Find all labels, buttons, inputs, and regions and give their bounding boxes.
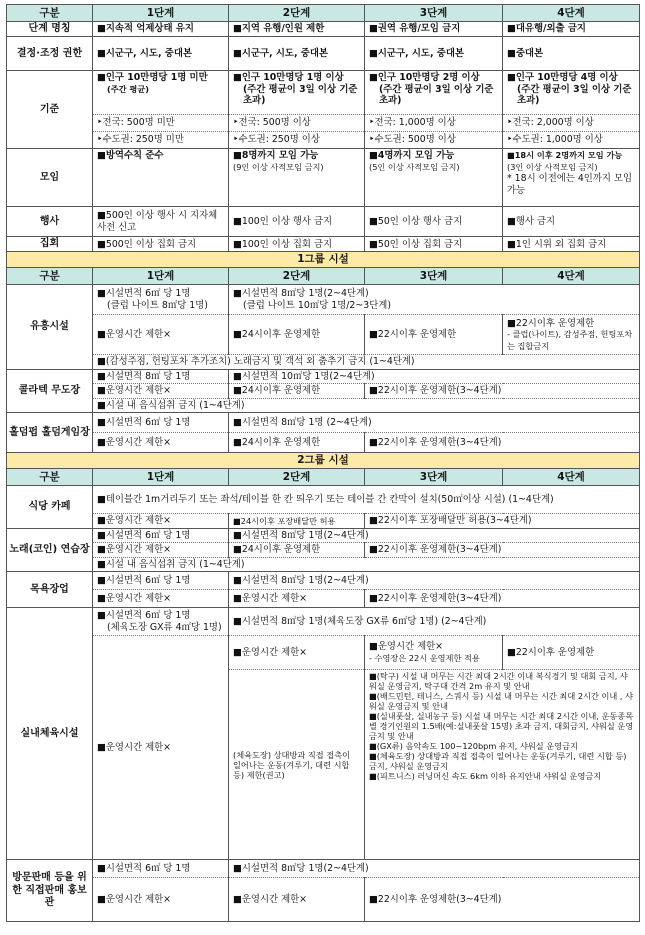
cell: ■100인 이상 집회 금지 [229, 237, 365, 252]
row-authority [7, 37, 640, 71]
cell: ■22시이후 포장배달만 허용(3~4단계) [365, 514, 640, 528]
cell [503, 149, 640, 207]
cell-text: * 18시 이전에는 4인까지 모임 가능 [507, 173, 633, 196]
row-karaoke-food [7, 557, 640, 571]
cell: ■운영시간 제한× [93, 590, 229, 608]
row-rallies [7, 237, 640, 252]
cell: ■100인 이상 행사 금지 [229, 207, 365, 237]
cell: ■22시이후 운영제한(3~4단계) [365, 590, 640, 608]
cell: ■시설면적 6㎡ 당 1명 [93, 413, 229, 433]
cell-text: ■운영시간 제한× [369, 641, 444, 653]
cell [229, 285, 640, 315]
section-group2 [7, 453, 640, 469]
header-stage-3: 3단계 [365, 469, 503, 486]
header-stage-4: 4단계 [503, 469, 640, 486]
cell-text: ■22시이후 운영제한 [507, 317, 595, 329]
cell: ‣수도권: 250명 이상 [229, 132, 365, 149]
gym-rule-tabletennis: ■(탁구) 시설 내 머무는 시간 최대 2시간 이내 복식경기 및 대회 금지, 샤워실 운영금지, 탁구대 간격 2m 유지 및 안내 [369, 671, 628, 692]
row-karaoke-hours [7, 543, 640, 557]
section-title: 2그룹 시설 [7, 453, 640, 469]
row-label: 목욕장업 [7, 572, 93, 608]
cell: ■24시이후 운영제한 [229, 315, 365, 355]
cell: ■운영시간 제한× [93, 315, 229, 355]
cell: ‣수도권: 1,000명 이상 [503, 132, 640, 149]
cell: ■시설면적 6㎡ 당 1명 [93, 860, 229, 878]
cell: ■운영시간 제한× [229, 636, 365, 670]
header-row [7, 268, 640, 285]
row-label: 단계 명칭 [7, 22, 93, 37]
cell: ■24시이후 운영제한 [229, 433, 365, 453]
row-criteria [7, 71, 640, 115]
row-label: 노래(코인) 연습장 [7, 528, 93, 571]
cell [365, 670, 640, 860]
cell: ■방역수칙 준수 [93, 149, 229, 207]
cell: ■중대본 [503, 37, 640, 71]
row-colatec-food [7, 398, 640, 412]
row-label: 방문판매 등을 위한 직접판매 홍보관 [7, 860, 93, 922]
row-label: 유흥시설 [7, 285, 93, 369]
cell: ■시설면적 8㎡당 1명(2~4단계) [229, 528, 640, 542]
cell: ‣수도권: 500명 이상 [365, 132, 503, 149]
row-bath-area [7, 572, 640, 590]
cell [93, 608, 229, 636]
header-stage-2: 2단계 [229, 469, 365, 486]
cell-text: ■인구 10만명당 1명 미만 [97, 72, 208, 84]
row-karaoke-area [7, 528, 640, 542]
row-colatec-hours [7, 384, 640, 398]
cell: ■지속적 억제상태 유지 [93, 22, 229, 37]
cell: ■시군구, 시도, 중대본 [93, 37, 229, 71]
header-stage-1: 1단계 [93, 469, 229, 486]
header-stage-4: 4단계 [503, 268, 640, 285]
row-label: 콜라텍 무도장 [7, 369, 93, 412]
header-category: 구분 [7, 268, 93, 285]
cell [93, 71, 229, 115]
cell [503, 315, 640, 355]
gym-rule-indoor-ball: ■(실내풋살, 실내농구 등) 시설 내 머무는 시간 최대 2시간 이내, 운동종목별 경기인원의 1.5배(예:실내풋살 15명) 초과 금지, 대회금지, 샤워실 운영금지 및 안내 [369, 711, 634, 742]
cell [229, 71, 365, 115]
section-group1 [7, 252, 640, 268]
cell: ■22시이후 운영제한(3~4단계) [365, 543, 640, 557]
cell-text: ■8명까지 모임 가능 [233, 150, 319, 162]
row-gym-area [7, 608, 640, 636]
cell: ■500인 이상 집회 금지 [93, 237, 229, 252]
distancing-stage-table [6, 4, 640, 922]
cell-text: (체육도장 GX류 4㎡당 1명) [107, 621, 222, 633]
cell: ■22시이후 운영제한 [503, 636, 640, 670]
header-stage-2: 2단계 [229, 268, 365, 285]
row-entertainment-extra [7, 355, 640, 369]
gym-rule-racket: ■(배드민턴, 테니스, 스쿼시 등) 시설 내 머무는 시간 최대 2시간 이내 , 샤워실 운영금지 및 안내 [369, 691, 634, 712]
cell: ■22시이후 운영제한(3~4단계) [365, 878, 640, 922]
cell-text: ■시설면적 6㎡ 당 1명 [97, 288, 191, 300]
cell-text: ■인구 10만명당 2명 이상 [369, 72, 480, 84]
row-label: 실내체육시설 [7, 608, 93, 860]
cell: ■시설 내 음식섭취 금지 (1~4단계) [93, 557, 640, 571]
cell: (체육도장) 상대방과 직접 접촉이 일어나는 운동(겨루기, 대련 시합 등) 제한(권고) [229, 670, 365, 860]
section-title: 1그룹 시설 [7, 252, 640, 268]
cell-text: (주간 평균) [107, 83, 149, 94]
cell: ■24시이후 포장배달만 허용 [229, 514, 365, 528]
row-label: 기준 [7, 71, 93, 149]
header-stage-2: 2단계 [229, 5, 365, 22]
cell: ■시군구, 시도, 중대본 [229, 37, 365, 71]
cell: ‣전국: 1,000명 이상 [365, 115, 503, 132]
cell: ■24시이후 운영제한 [229, 384, 365, 398]
cell: ■운영시간 제한× [229, 590, 365, 608]
row-stage-name [7, 22, 640, 37]
cell [365, 149, 503, 207]
cell: ■테이블간 1m거리두기 또는 좌석/테이블 한 칸 띄우기 또는 테이블 간 칸막이 설치(50㎡이상 시설) (1~4단계) [93, 486, 640, 514]
cell [365, 636, 503, 670]
cell-text: ■시설면적 8㎡당 1명(2~4단계) [233, 288, 369, 300]
cell: ■22시이후 운영제한(3~4단계) [365, 384, 640, 398]
cell: ‣수도권: 250명 미만 [93, 132, 229, 149]
cell-text: (주간 평균이 3일 이상 기준 초과) [379, 83, 494, 107]
row-restaurant-hours [7, 514, 640, 528]
row-label: 행사 [7, 207, 93, 237]
cell: ■500인 이상 행사 시 지자체 사전 신고 [93, 207, 229, 237]
cell [93, 285, 229, 315]
header-stage-1: 1단계 [93, 268, 229, 285]
cell: ■지역 유행/인원 제한 [229, 22, 365, 37]
cell: ‣전국: 500명 이상 [229, 115, 365, 132]
row-entertainment-hours [7, 315, 640, 355]
row-bath-hours [7, 590, 640, 608]
row-restaurant-distance [7, 486, 640, 514]
cell: ■시설면적 6㎡ 당 1명 [93, 572, 229, 590]
cell: ■1인 시위 외 집회 금지 [503, 237, 640, 252]
cell-text: ■인구 10만명당 4명 이상 [507, 72, 618, 84]
cell-text: - 클럽(나이트), 감성주점, 헌팅포차는 집합금지 [507, 329, 633, 351]
row-gym-hours [7, 636, 640, 670]
cell: ■시설면적 8㎡당 1명 (2~4단계) [229, 413, 640, 433]
cell: ■운영시간 제한× [93, 433, 229, 453]
cell-text: (9인 이상 사적모임 금지) [233, 161, 324, 172]
row-criteria-capital [7, 132, 640, 149]
header-row [7, 5, 640, 22]
cell: ■시설면적 10㎡당 1명(2~4단계) [229, 369, 640, 383]
row-label: 식당 카페 [7, 486, 93, 528]
cell: ■50인 이상 집회 금지 [365, 237, 503, 252]
cell: ■시설면적 8㎡당 1명(2~4단계) [229, 860, 640, 878]
cell: ■운영시간 제한× [93, 384, 229, 398]
cell: ■시설면적 8㎡당 1명(체육도장 GX류 6㎡당 1명) (2~4단계) [229, 608, 640, 636]
cell: ■권역 유행/모임 금지 [365, 22, 503, 37]
distancing-table-document [6, 4, 639, 922]
cell: ■운영시간 제한× [93, 878, 229, 922]
cell-text: - 수영장은 22시 운영제한 적용 [369, 652, 480, 663]
cell: ■22시이후 운영제한(3~4단계) [365, 433, 640, 453]
cell: ■시군구, 시도, 중대본 [365, 37, 503, 71]
cell: ■대유행/외출 금지 [503, 22, 640, 37]
header-row [7, 469, 640, 486]
row-holdem-hours [7, 433, 640, 453]
gym-rule-gx: ■(GX류) 음악속도 100~120bpm 유지, 샤워실 운영금지 [369, 741, 578, 752]
cell: ‣전국: 2,000명 이상 [503, 115, 640, 132]
row-label: 집회 [7, 237, 93, 252]
cell: ■시설면적 8㎡ 당 1명 [93, 369, 229, 383]
cell-text: (주간 평균이 3일 이상 기준 초과) [243, 83, 358, 107]
cell: ■행사 금지 [503, 207, 640, 237]
cell [229, 149, 365, 207]
cell-text: (주간 평균이 3일 이상 기준 초과) [517, 83, 632, 107]
header-stage-1: 1단계 [93, 5, 229, 22]
cell: ‣전국: 500명 미만 [93, 115, 229, 132]
gym-rule-dojo: ■(체육도장) 상대방과 직접 접촉이 일어나는 운동(겨루기, 대련 시합 등) 금지, 샤워실 운영금지 [369, 751, 627, 772]
cell: ■22시이후 운영제한 [365, 315, 503, 355]
cell: ■(감성주점, 헌팅포차 추가조치) 노래금지 및 객석 외 춤추기 금지 (1~4단계) [93, 355, 640, 369]
row-sales-hours [7, 878, 640, 922]
row-events [7, 207, 640, 237]
cell: ■시설면적 8㎡당 1명(2~4단계) [229, 572, 640, 590]
header-stage-3: 3단계 [365, 5, 503, 22]
header-category: 구분 [7, 5, 93, 22]
gym-rule-fitness: ■(피트니스) 러닝머신 속도 6km 이하 유지안내 샤워실 운영금지 [369, 771, 602, 782]
row-label: 홀덤펍 홀덤게임장 [7, 413, 93, 453]
header-stage-4: 4단계 [503, 5, 640, 22]
cell: ■시설면적 6㎡ 당 1명 [93, 528, 229, 542]
cell-text: (클럽 나이트 8㎡당 1명) [107, 299, 208, 311]
cell [503, 71, 640, 115]
cell-text: (5인 이상 사적모임 금지) [369, 161, 460, 172]
header-category: 구분 [7, 469, 93, 486]
row-colatec-area [7, 369, 640, 383]
cell: ■운영시간 제한× [93, 514, 229, 528]
header-stage-3: 3단계 [365, 268, 503, 285]
row-holdem-area [7, 413, 640, 433]
row-label: 모임 [7, 149, 93, 207]
row-criteria-national [7, 115, 640, 132]
cell-text: ■4명까지 모임 가능 [369, 150, 455, 162]
cell: ■운영시간 제한× [93, 543, 229, 557]
cell: ■24시이후 운영제한 [229, 543, 365, 557]
row-sales-area [7, 860, 640, 878]
cell: ■운영시간 제한× [229, 878, 365, 922]
cell [365, 71, 503, 115]
cell-text: (3인 이상 사적모임 금지) [507, 161, 598, 172]
cell-text: ■시설면적 6㎡ 당 1명 [97, 610, 191, 622]
cell: ■운영시간 제한× [93, 636, 229, 860]
row-label: 결정·조정 권한 [7, 37, 93, 71]
cell: ■시설 내 음식섭취 금지 (1~4단계) [93, 398, 640, 412]
cell-text: (클럽 나이트 10㎡당 1명/2~3단계) [243, 299, 391, 311]
cell-text: ■인구 10만명당 1명 이상 [233, 72, 344, 84]
row-entertainment-area [7, 285, 640, 315]
row-meetings [7, 149, 640, 207]
cell: ■50인 이상 행사 금지 [365, 207, 503, 237]
cell-text: ■18시 이후 2명까지 모임 가능 [507, 150, 623, 161]
